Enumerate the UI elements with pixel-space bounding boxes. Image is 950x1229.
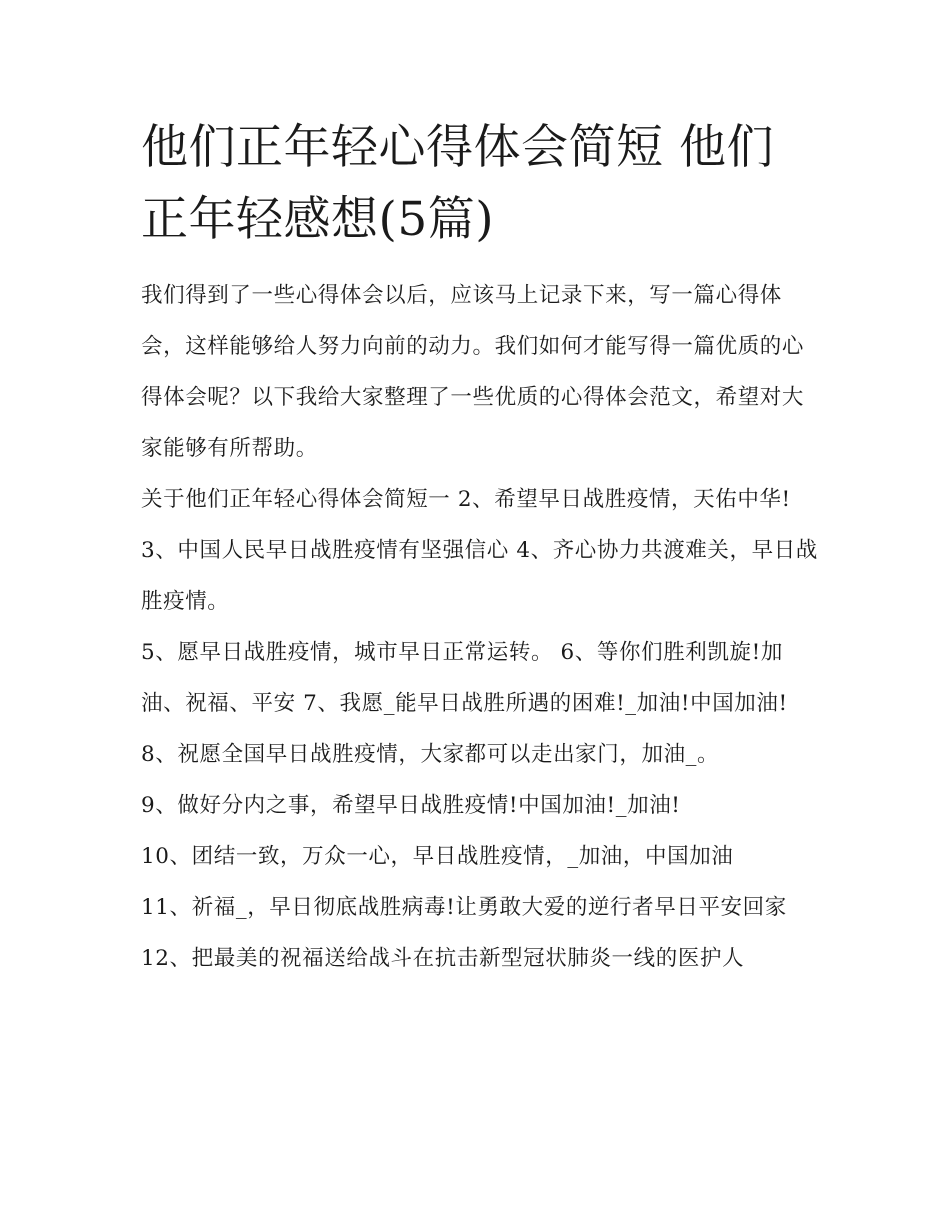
document-title: 他们正年轻心得体会简短 他们正年轻感想(5篇)	[141, 120, 774, 247]
paragraph-4: 9、做好分内之事，希望早日战胜疫情!中国加油!_加油!	[141, 793, 681, 818]
document-page	[141, 112, 821, 984]
paragraph-3: 8、祝愿全国早日战胜疫情，大家都可以走出家门，加油_。	[141, 742, 720, 767]
paragraph-intro: 我们得到了一些心得体会以后，应该马上记录下来，写一篇心得体会，这样能够给人努力向前的动力。我们如何才能写得一篇优质的心得体会呢？以下我给大家整理了一些优质的心得体会范文，希望对大家能够有所帮助。	[141, 283, 805, 461]
paragraph-5: 10、团结一致，万众一心，早日战胜疫情，_加油，中国加油	[141, 844, 734, 869]
paragraph-6: 11、祈福_，早日彻底战胜病毒!让勇敢大爱的逆行者早日平安回家	[141, 895, 787, 920]
paragraph-7: 12、把最美的祝福送给战斗在抗击新型冠状肺炎一线的医护人	[141, 946, 745, 971]
paragraph-1: 关于他们正年轻心得体会简短一 2、希望早日战胜疫情，天佑中华! 3、中国人民早日战胜疫情有坚强信心 4、齐心协力共渡难关，早日战胜疫情。	[141, 487, 818, 614]
paragraph-2: 5、愿早日战胜疫情，城市早日正常运转。 6、等你们胜利凯旋!加油、祝福、平安 7、我愿_能早日战胜所遇的困难!_加油!中国加油!	[141, 640, 788, 716]
